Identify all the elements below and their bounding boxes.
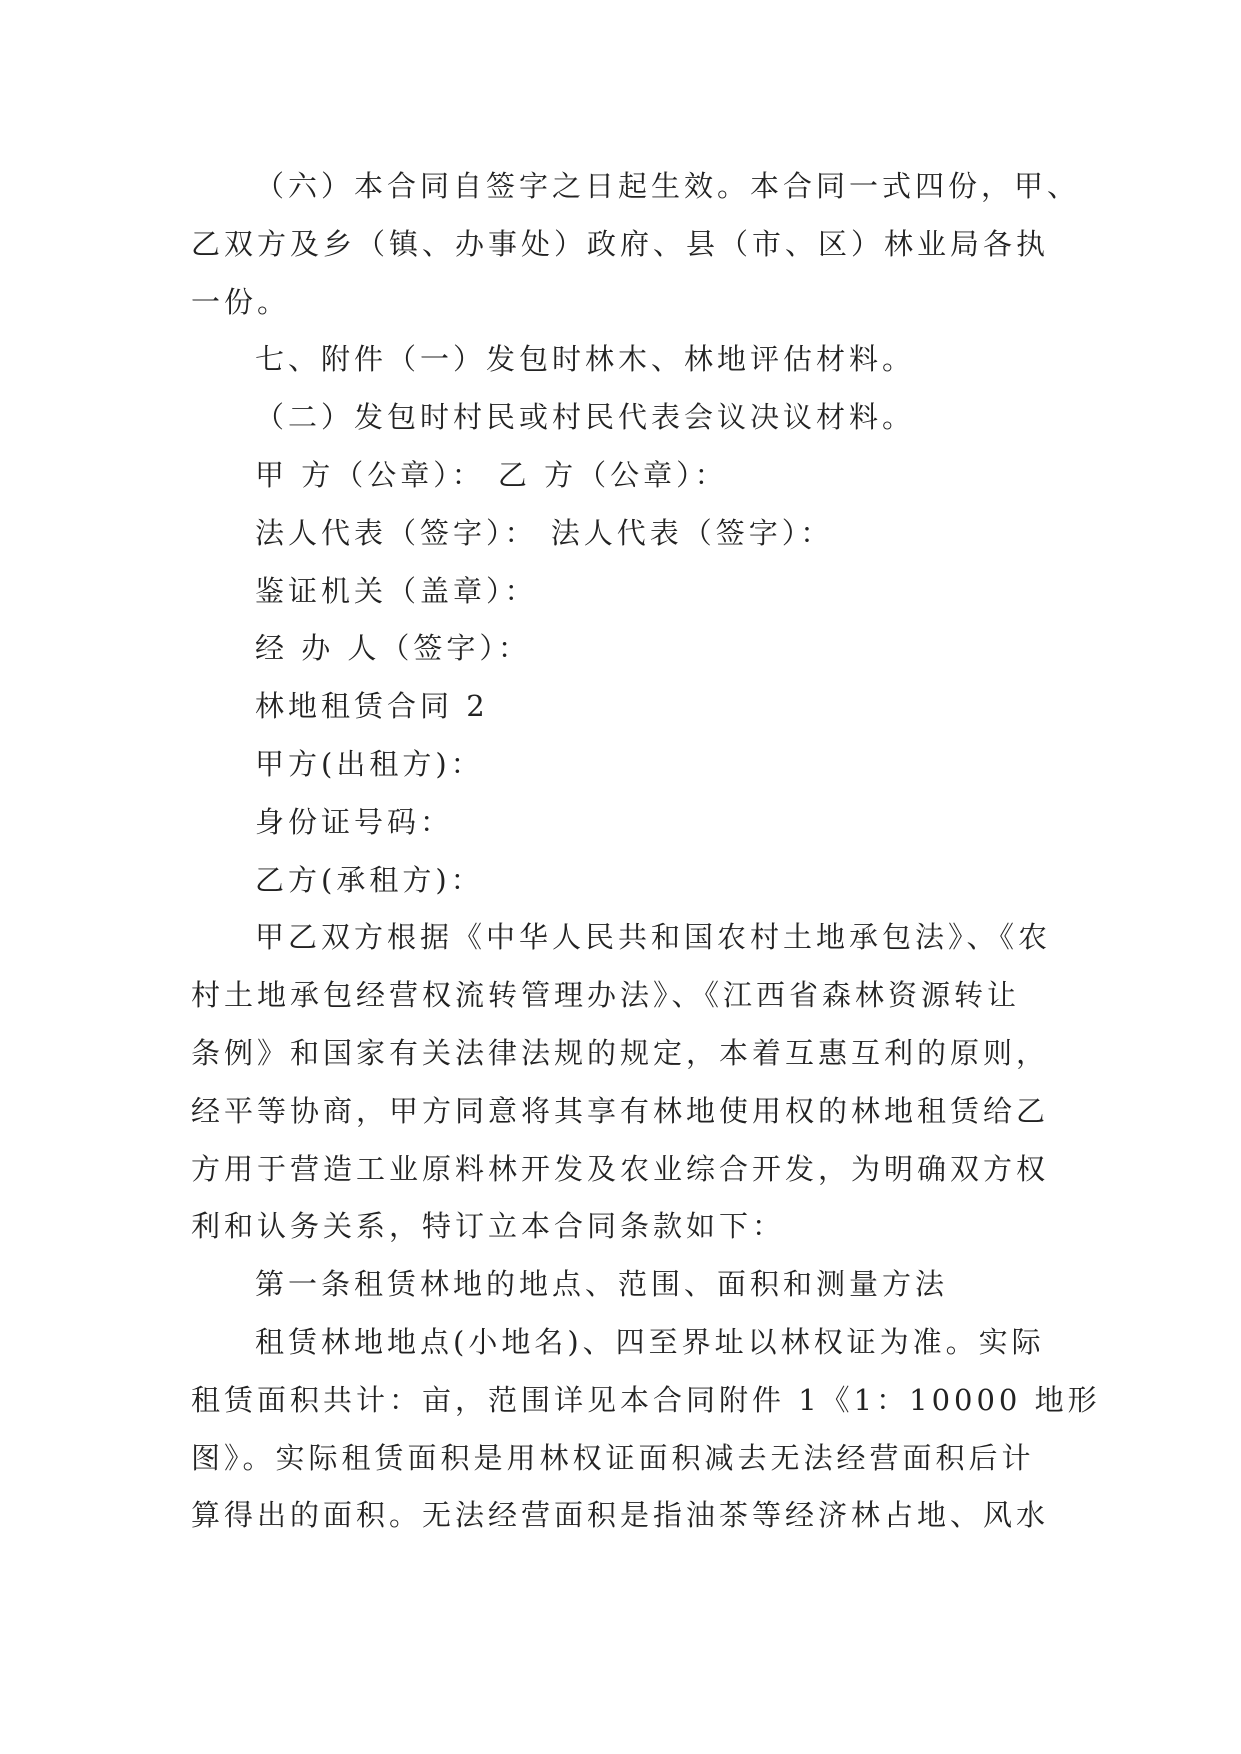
paragraph-line: （六）本合同自签字之日起生效。本合同一式四份，甲、: [255, 169, 1081, 203]
party-line: 甲方(出租方)：: [255, 746, 484, 781]
section-title: 林地租赁合同 2: [255, 689, 489, 724]
paragraph-line: 甲乙双方根据《中华人民共和国农村土地承包法》、《农: [255, 920, 1052, 955]
signature-line: 甲 方（公章）： 乙 方（公章）：: [255, 457, 728, 492]
paragraph-line: 租赁林地地点(小地名)、四至界址以林权证为准。实际: [255, 1324, 1045, 1359]
party-line: 身份证号码：: [255, 804, 454, 839]
paragraph-line: （二）发包时村民或村民代表会议决议材料。: [255, 400, 916, 435]
paragraph-line: 经平等协商，甲方同意将其享有林地使用权的林地租赁给乙: [191, 1093, 1050, 1128]
paragraph-line: 乙双方及乡（镇、办事处）政府、县（市、区）林业局各执: [191, 226, 1050, 261]
paragraph-line: 一份。: [191, 284, 291, 319]
party-line: 乙方(承租方)：: [255, 862, 484, 897]
signature-line: 法人代表（签字）： 法人代表（签字）：: [255, 515, 834, 550]
paragraph-line: 条例》和国家有关法律法规的规定，本着互惠互利的原则，: [191, 1035, 1050, 1070]
paragraph-line: 村土地承包经营权流转管理办法》、《江西省森林资源转让: [191, 978, 1021, 1013]
document-body: [191, 158, 1101, 1545]
paragraph-line: 租赁面积共计：亩，范围详见本合同附件 1《1：10000 地形: [191, 1382, 1101, 1417]
paragraph-line: 图》。实际租赁面积是用林权证面积减去无法经营面积后计: [191, 1440, 1035, 1475]
paragraph-line: 七、附件（一）发包时林木、林地评估材料。: [255, 342, 916, 377]
signature-line: 鉴证机关（盖章）：: [255, 573, 538, 608]
paragraph-line: 方用于营造工业原料林开发及农业综合开发，为明确双方权: [191, 1151, 1050, 1186]
paragraph-line: 利和认务关系，特订立本合同条款如下：: [191, 1209, 786, 1244]
signature-line: 经 办 人（签字）：: [255, 631, 531, 666]
paragraph-line: 算得出的面积。无法经营面积是指油茶等经济林占地、风水: [191, 1498, 1050, 1533]
clause-heading: 第一条租赁林地的地点、范围、面积和测量方法: [255, 1267, 949, 1302]
